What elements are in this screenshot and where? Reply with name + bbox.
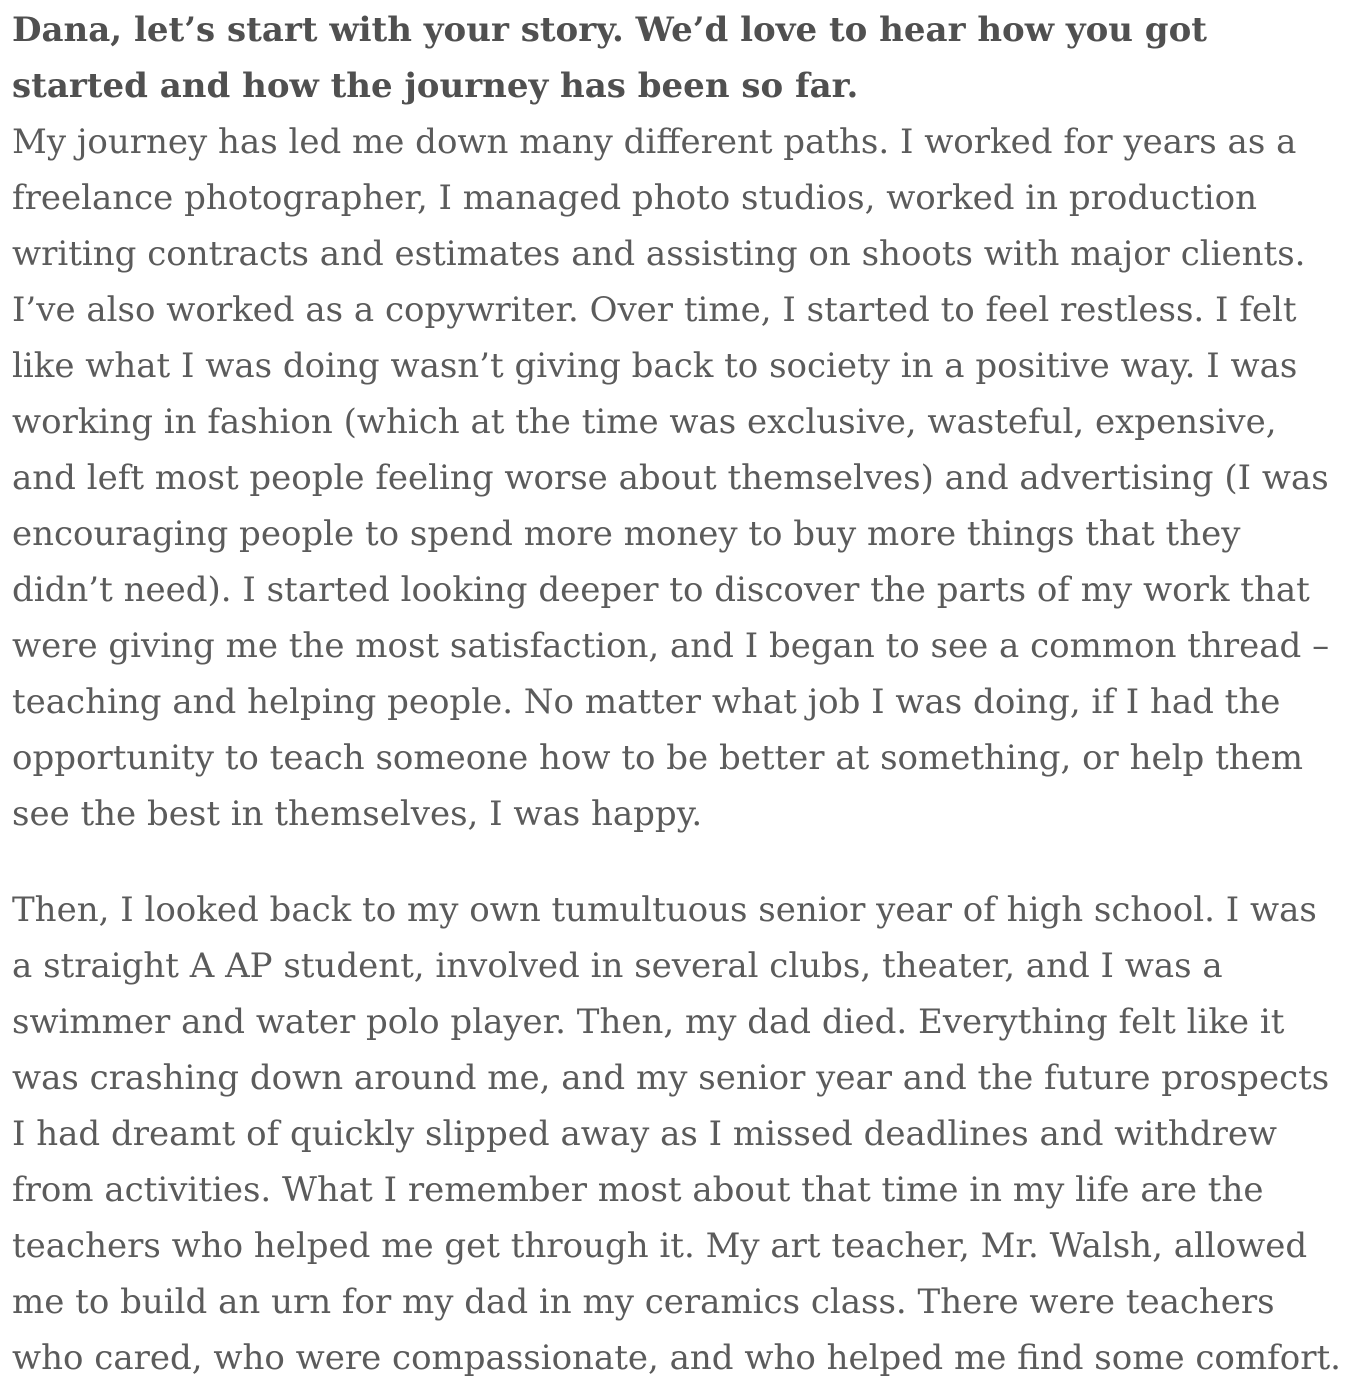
interview-question: Dana, let’s start with your story. We’d love to hear how you got started and how the journey has been so far. [12, 10, 1207, 106]
answer-paragraph-2: Then, I looked back to my own tumultuous senior year of high school. I was a straight A AP student, involved in several clubs, theater, and I was a swimmer and water polo player. Then, my dad died. Everything felt like it was crashing down around me, and my senior year and the future prospects I had dreamt of quickly slipped away as I missed deadlines and withdrew from activities. What I remember most about that time in my life are the teachers who helped me get through it. My art teacher, Mr. Walsh, allowed me to build an urn for my dad in my ceramics class. There were teachers who cared, who were compassionate, and who helped me find some comfort. [12, 890, 1341, 1378]
interview-article [12, 2, 1342, 1386]
answer-paragraph-1: My journey has led me down many different paths. I worked for years as a freelance photographer, I managed photo studios, worked in production writing contracts and estimates and assisting on shoots with major clients. I’ve also worked as a copywriter. Over time, I started to feel restless. I felt like what I was doing wasn’t giving back to society in a positive way. I was working in fashion (which at the time was exclusive, wasteful, expensive, and left most people feeling worse about themselves) and advertising (I was encouraging people to spend more money to buy more things that they didn’t need). I started looking deeper to discover the parts of my work that were giving me the most satisfaction, and I began to see a common thread – teaching and helping people. No matter what job I was doing, if I had the opportunity to teach someone how to be better at something, or help them see the best in themselves, I was happy. [12, 122, 1330, 834]
